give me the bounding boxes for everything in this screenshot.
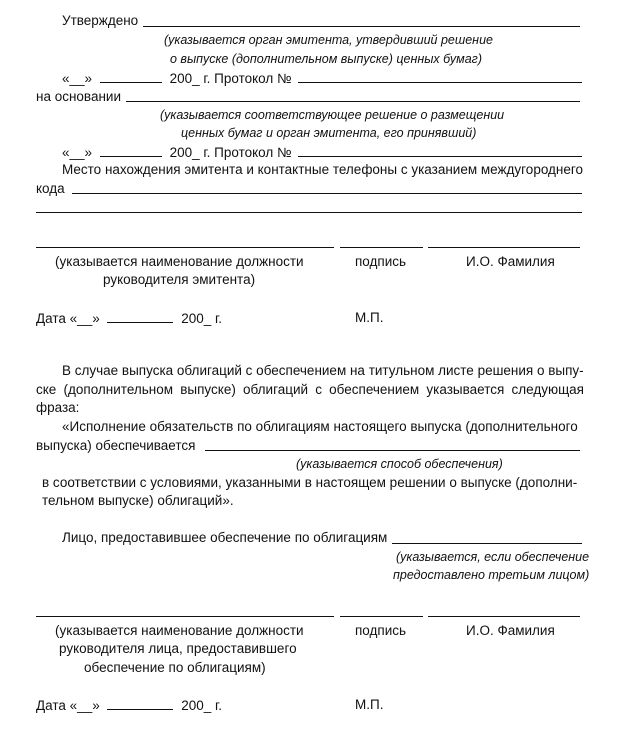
protocol-2-number-field[interactable] [298,156,582,157]
position-2-hint-1: (указывается наименование должности [55,623,304,638]
signature-label-1: подпись [355,254,407,269]
location-line-2: кода [36,181,65,196]
security-method-field[interactable] [205,450,580,451]
date-line-2 [36,697,222,714]
protocol-line-2 [62,144,292,161]
date-day-2: «__» [69,698,100,713]
basis-label: на основании [36,89,122,104]
name-label-1: И.О. Фамилия [466,254,555,269]
location-field-1[interactable] [72,193,582,194]
position-2-hint-3: обеспечение по облигациям) [84,660,266,675]
position-field-1[interactable] [36,247,334,248]
protocol-line-1 [62,70,292,87]
date-year-2: 200_ г. [181,698,223,713]
position-hint-2: руководителя эмитента) [103,272,256,287]
protocol-number-field[interactable] [298,82,582,83]
approved-hint-2: о выпуске (дополнительном выпуске) ценных бумаг) [170,52,482,66]
name-field-1[interactable] [428,247,580,248]
approved-label: Утверждено [62,13,139,28]
date-day-1: «__» [69,311,100,326]
date-month-field-1[interactable] [107,310,173,323]
guarantor-field[interactable] [392,543,582,544]
basis-field[interactable] [126,101,580,102]
location-field-2[interactable] [36,212,582,213]
date-label-2: Дата [36,698,66,713]
date-month-field-2[interactable] [107,697,173,710]
bonds-quote-3: в соответствии с условиями, указанными в настоящем решении о выпуске (дополни- [42,475,578,490]
date-year-1: 200_ г. [181,311,223,326]
guarantor-label: Лицо, предоставившее обеспечение по облигациям [62,530,388,545]
position-field-2[interactable] [36,616,334,617]
bonds-line-2: ске (дополнительном выпуске) облигаций с обеспечением указывается следующая [36,382,584,397]
bonds-line-3: фраза: [36,400,80,415]
security-method-hint: (указывается способ обеспечения) [296,457,503,471]
stamp-label-2: М.П. [355,697,384,712]
protocol-2-month-field[interactable] [100,144,162,157]
protocol-day: «__» [62,71,93,86]
approved-field[interactable] [143,26,580,27]
protocol-year: 200_ г. [169,71,211,86]
bonds-quote-2: выпуска) обеспечивается [36,438,196,453]
guarantor-hint-1: (указывается, если обеспечение [396,550,590,564]
bonds-quote-1: «Исполнение обязательств по облигациям настоящего выпуска (дополнительного [62,419,578,434]
date-label-1: Дата [36,311,66,326]
signature-field-1[interactable] [340,247,423,248]
protocol-month-field[interactable] [100,70,162,83]
guarantor-hint-2: предоставлено третьим лицом) [393,568,590,582]
protocol-2-year: 200_ г. [169,145,211,160]
protocol-2-label: Протокол № [214,145,292,160]
approved-hint-1: (указывается орган эмитента, утвердивший решение [164,33,493,47]
location-line-1: Место нахождения эмитента и контактные телефоны с указанием междугороднего [62,162,584,177]
date-line-1 [36,310,222,327]
name-label-2: И.О. Фамилия [466,623,555,638]
position-hint-1: (указывается наименование должности [55,254,304,269]
position-2-hint-2: руководителя лица, предоставившего [59,641,297,656]
signature-label-2: подпись [355,623,407,638]
protocol-2-day: «__» [62,145,93,160]
stamp-label-1: М.П. [355,310,384,325]
signature-field-2[interactable] [340,616,423,617]
name-field-2[interactable] [428,616,580,617]
bonds-line-1: В случае выпуска облигаций с обеспечением на титульном листе решения о выпу- [62,363,584,378]
protocol-label: Протокол № [214,71,292,86]
basis-hint-2: ценных бумаг и орган эмитента, его принявший) [181,126,477,140]
basis-hint-1: (указывается соответствующее решение о размещении [160,108,505,122]
bonds-quote-4: тельном выпуске) облигаций». [42,493,234,508]
